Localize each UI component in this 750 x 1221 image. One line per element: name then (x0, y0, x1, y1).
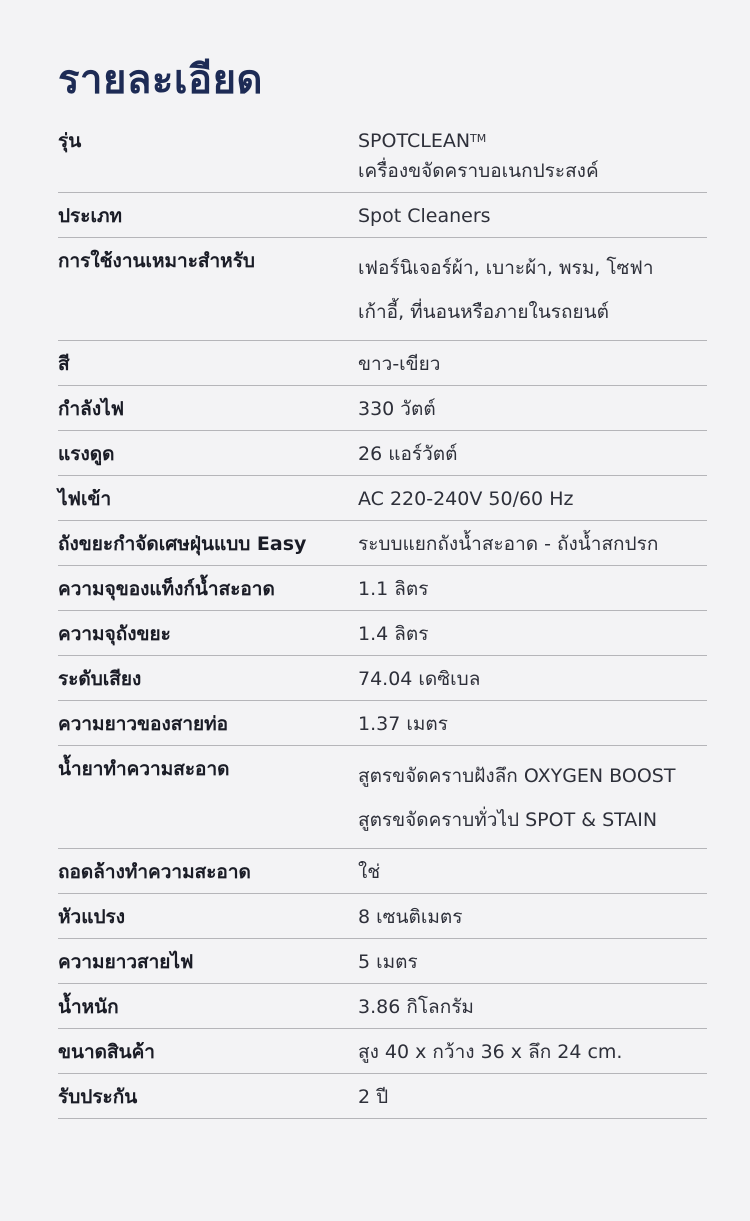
spec-value (358, 394, 707, 424)
spec-row (58, 431, 707, 476)
spec-row (58, 341, 707, 386)
spec-label: สี (58, 353, 70, 375)
spec-row (58, 611, 707, 656)
spec-label: ความจุของแท็งก์น้ำสะอาด (58, 578, 275, 600)
spec-row (58, 193, 707, 238)
spec-value (358, 754, 707, 842)
spec-value-text: 2 ปี (358, 1086, 389, 1108)
spec-value-line (358, 349, 707, 379)
spec-value-line (358, 574, 707, 604)
spec-value (358, 574, 707, 604)
spec-value (358, 201, 707, 231)
spec-value (358, 857, 707, 887)
spec-value-text: เก้าอี้, ที่นอนหรือภายในรถยนต์ (358, 301, 609, 323)
spec-value-text: 5 เมตร (358, 951, 418, 973)
spec-label: รับประกัน (58, 1086, 138, 1108)
spec-value-line (358, 857, 707, 887)
spec-value-line (358, 246, 707, 290)
spec-value-line (358, 439, 707, 469)
spec-value (358, 1037, 707, 1067)
spec-row (58, 126, 707, 193)
spec-label: ขนาดสินค้า (58, 1041, 155, 1063)
spec-value (358, 902, 707, 932)
spec-row (58, 238, 707, 341)
page-title: รายละเอียด (58, 57, 263, 103)
spec-value (358, 664, 707, 694)
spec-value-line (358, 394, 707, 424)
spec-value-text: สูง 40 x กว้าง 36 x ลึก 24 cm. (358, 1041, 623, 1063)
spec-label: ถังขยะกำจัดเศษฝุ่นแบบ Easy (58, 533, 307, 555)
spec-row (58, 701, 707, 746)
spec-row (58, 476, 707, 521)
spec-label: การใช้งานเหมาะสำหรับ (58, 250, 255, 272)
spec-label: หัวแปรง (58, 906, 125, 928)
spec-value-line (358, 126, 707, 156)
spec-value-line (358, 156, 707, 186)
spec-row (58, 894, 707, 939)
spec-value-line (358, 290, 707, 334)
spec-value (358, 947, 707, 977)
spec-value (358, 619, 707, 649)
spec-row (58, 849, 707, 894)
spec-label: ถอดล้างทำความสะอาด (58, 861, 251, 883)
spec-value-line (358, 1037, 707, 1067)
spec-label: น้ำยาทำความสะอาด (58, 758, 230, 780)
spec-value-text: AC 220-240V 50/60 Hz (358, 488, 574, 510)
spec-label: รุ่น (58, 130, 82, 152)
spec-value-text: SPOTCLEAN (358, 130, 471, 152)
spec-value-text: สูตรขจัดคราบทั่วไป SPOT & STAIN (358, 809, 658, 831)
spec-value (358, 484, 707, 514)
spec-label: ระดับเสียง (58, 668, 142, 690)
trademark-mark: TM (470, 132, 487, 145)
spec-value (358, 349, 707, 379)
spec-table (58, 126, 707, 1119)
spec-value (358, 126, 707, 186)
spec-value (358, 992, 707, 1022)
spec-value (358, 709, 707, 739)
spec-value-line (358, 664, 707, 694)
spec-label: ไฟเข้า (58, 488, 112, 510)
spec-value-text: 3.86 กิโลกรัม (358, 996, 474, 1018)
spec-value-text: เครื่องขจัดคราบอเนกประสงค์ (358, 160, 599, 182)
spec-label: กำลังไฟ (58, 398, 125, 420)
spec-value-line (358, 201, 707, 231)
spec-row (58, 656, 707, 701)
spec-value-text: 1.4 ลิตร (358, 623, 429, 645)
spec-row (58, 1029, 707, 1074)
spec-value-text: 74.04 เดซิเบล (358, 668, 481, 690)
spec-value-text: ขาว-เขียว (358, 353, 441, 375)
spec-row (58, 939, 707, 984)
spec-value-line (358, 709, 707, 739)
spec-value-text: 8 เซนติเมตร (358, 906, 463, 928)
spec-value-line (358, 619, 707, 649)
spec-row (58, 386, 707, 431)
spec-row (58, 984, 707, 1029)
spec-value (358, 1082, 707, 1112)
spec-label: ความจุถังขยะ (58, 623, 171, 645)
spec-value-line (358, 1082, 707, 1112)
spec-value-line (358, 798, 707, 842)
spec-label: ประเภท (58, 205, 123, 227)
spec-value-line (358, 754, 707, 798)
spec-value (358, 529, 707, 559)
spec-value-text: เฟอร์นิเจอร์ผ้า, เบาะผ้า, พรม, โซฟา (358, 257, 654, 279)
spec-value-text: 1.37 เมตร (358, 713, 448, 735)
spec-value-text: 26 แอร์วัตต์ (358, 443, 458, 465)
spec-value-line (358, 902, 707, 932)
spec-row (58, 566, 707, 611)
spec-value-text: 1.1 ลิตร (358, 578, 429, 600)
spec-value-text: Spot Cleaners (358, 205, 491, 227)
spec-label: แรงดูด (58, 443, 115, 465)
spec-row (58, 521, 707, 566)
spec-label: ความยาวสายไฟ (58, 951, 194, 973)
spec-label: น้ำหนัก (58, 996, 119, 1018)
spec-value (358, 439, 707, 469)
spec-row (58, 746, 707, 849)
spec-value-text: ระบบแยกถังน้ำสะอาด - ถังน้ำสกปรก (358, 533, 659, 555)
spec-row (58, 1074, 707, 1119)
spec-value-text: 330 วัตต์ (358, 398, 436, 420)
spec-value-line (358, 992, 707, 1022)
spec-value-line (358, 529, 707, 559)
spec-value-line (358, 947, 707, 977)
spec-value-text: ใช่ (358, 861, 381, 883)
spec-label: ความยาวของสายท่อ (58, 713, 229, 735)
spec-value-text: สูตรขจัดคราบฝังลึก OXYGEN BOOST (358, 765, 676, 787)
spec-value-line (358, 484, 707, 514)
spec-value (358, 246, 707, 334)
